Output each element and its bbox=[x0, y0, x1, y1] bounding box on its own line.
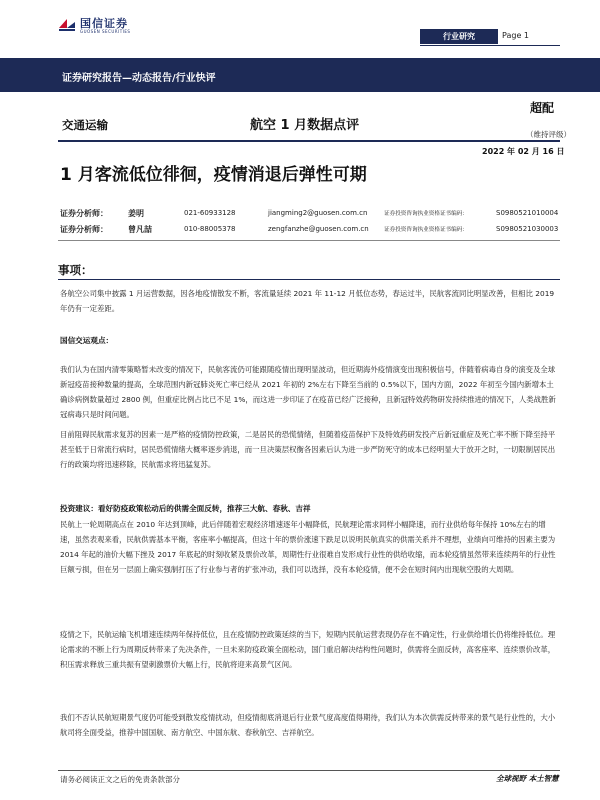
analyst-phone: 010-88005378 bbox=[184, 225, 236, 233]
body-paragraph: 目前阻碍民航需求复苏的因素一是严格的疫情防控政策，二是居民的恐慌情绪，但随着疫苗保护下及特效药研发投产后新冠重症及死亡率不断下降至持平甚至低于日常流行病时，居民恐慌情绪大概率逐步消退，而一旦决策层权衡各因素后认为进一步严防死守的成本已经明显大于放开之时，一切限制居民出行的政策均将迅速移除，民航需求将迅猛复苏。 bbox=[60, 430, 556, 469]
analyst-row bbox=[60, 224, 108, 235]
analyst-license-label: 证券投资咨询执业资格证书编码： bbox=[384, 211, 468, 217]
rating: 超配 bbox=[530, 101, 555, 115]
footer-slogan: 全球视野 本土智慧 bbox=[496, 774, 559, 783]
analyst-divider bbox=[58, 240, 560, 241]
investment-heading: 投资建议：看好防疫政策松动后的供需全面反转，推荐三大航、春秋、吉祥 bbox=[60, 504, 311, 513]
section-title: 事项： bbox=[58, 263, 93, 277]
brand-name-en: GUOSEN SECURITIES bbox=[80, 29, 131, 34]
analyst-phone: 021-60933128 bbox=[184, 209, 236, 217]
rating-note: （维持评级） bbox=[526, 130, 571, 139]
analyst-license: S0980521030003 bbox=[496, 225, 559, 233]
section-divider bbox=[58, 279, 560, 280]
report-date: 2022 年 02 月 16 日 bbox=[482, 147, 565, 156]
analyst-name: 姜明 bbox=[128, 209, 144, 218]
analyst-row bbox=[60, 208, 108, 219]
brand-name: 国信证券 bbox=[80, 17, 128, 30]
views-heading: 国信交运观点： bbox=[60, 336, 114, 345]
analyst-role: 证券分析师： bbox=[60, 209, 108, 218]
report-title: 航空 1 月数据点评 bbox=[250, 118, 360, 133]
footer-disclaimer: 请务必阅读正文之后的免责条款部分 bbox=[60, 775, 180, 784]
event-paragraph: 各航空公司集中披露 1 月运营数据，因各地疫情散发不断，客流量延续 2021 年 11-12 月低位态势，春运过半，民航客流同比明显改善，但相比 2019 年仍有一定差距。 bbox=[60, 289, 555, 313]
page-number: Page 1 bbox=[502, 31, 529, 40]
analyst-email[interactable]: jiangming2@guosen.com.cn bbox=[268, 209, 368, 217]
headline: 1 月客流低位徘徊，疫情消退后弹性可期 bbox=[60, 165, 367, 185]
banner-title: 证券研究报告—动态报告/行业快评 bbox=[62, 73, 216, 84]
body-paragraph: 我们认为在国内清零策略暂未改变的情况下，民航客流仍可能跟随疫情出现明显波动，但近期海外疫情演变出现积极信号，伴随着病毒自身的演变及全球新冠疫苗接种数量的提高，全球范围内新冠肺炎死亡率已经从 2021 年初的 2%左右下降至当前的 0.5%以下，国内方面，2022 年初至今国内新增本土确诊病例数量超过 2800 例，但重症比例占比已不足 1%，而这进一步印证了在疫苗已经广泛接种，且新冠特效药物研发持续推进的情况下，人类战胜新冠病毒只是时间问题。 bbox=[60, 365, 556, 419]
report-category-tag: 行业研究 bbox=[420, 29, 498, 44]
body-paragraph: 疫情之下，民航运输飞机增速连续两年保持低位，且在疫情防控政策延续的当下，短期内民航运营表现仍存在不确定性，行业供给增长仍将维持低位。理论需求的不断上行为周期反转带来了先决条件，一旦未来防疫政策全面松动，国门重启解决结构性问题时，供需将全面反转，高客座率、连续票价改革，积压需求释放三重共振有望刺激票价大幅上行，民航将迎来高景气区间。 bbox=[60, 630, 556, 669]
analyst-email[interactable]: zengfanzhe@guosen.com.cn bbox=[268, 225, 369, 233]
analyst-license-label: 证券投资咨询执业资格证书编码： bbox=[384, 227, 468, 233]
company-logo-icon bbox=[58, 16, 76, 34]
analyst-role: 证券分析师： bbox=[60, 225, 108, 234]
body-paragraph: 我们不否认民航短期景气度仍可能受到散发疫情扰动，但疫情彻底消退后行业景气度高度值得期待，我们认为本次供需反转带来的景气是行业性的，大小航司将全面受益，推荐中国国航、南方航空、中国东航、春秋航空、吉祥航空。 bbox=[60, 713, 556, 737]
sector-label: 交通运输 bbox=[62, 118, 108, 132]
analyst-license: S0980521010004 bbox=[496, 209, 559, 217]
title-divider bbox=[58, 140, 560, 142]
header-divider bbox=[420, 45, 560, 46]
footer-divider bbox=[58, 770, 560, 771]
analyst-name: 曾凡喆 bbox=[128, 225, 152, 234]
body-paragraph: 民航上一轮周期高点在 2010 年达到顶峰，此后伴随着宏观经济增速逐年小幅降低，民航理论需求同样小幅降速，而行业供给每年保持 10%左右的增速，虽然表观来看，民航供需基本平衡，客座率小幅提高，但这十年的票价涨速下跌足以说明民航真实的供需关系并不理想，业绩向可维持的因素主要为 2014 年起的油价大幅下挫及 2017 年底起的时刻收紧及票价改革，周期性行业很难自发形成行业性的供给收缩，而本轮疫情虽然带来连续两年的行业性巨额亏损，但在另一层面上确实强制打压了行业参与者的扩张冲动，我们可以选择，没有本轮疫情，便不会在短时间内出现航空股的大周期。 bbox=[60, 520, 556, 574]
